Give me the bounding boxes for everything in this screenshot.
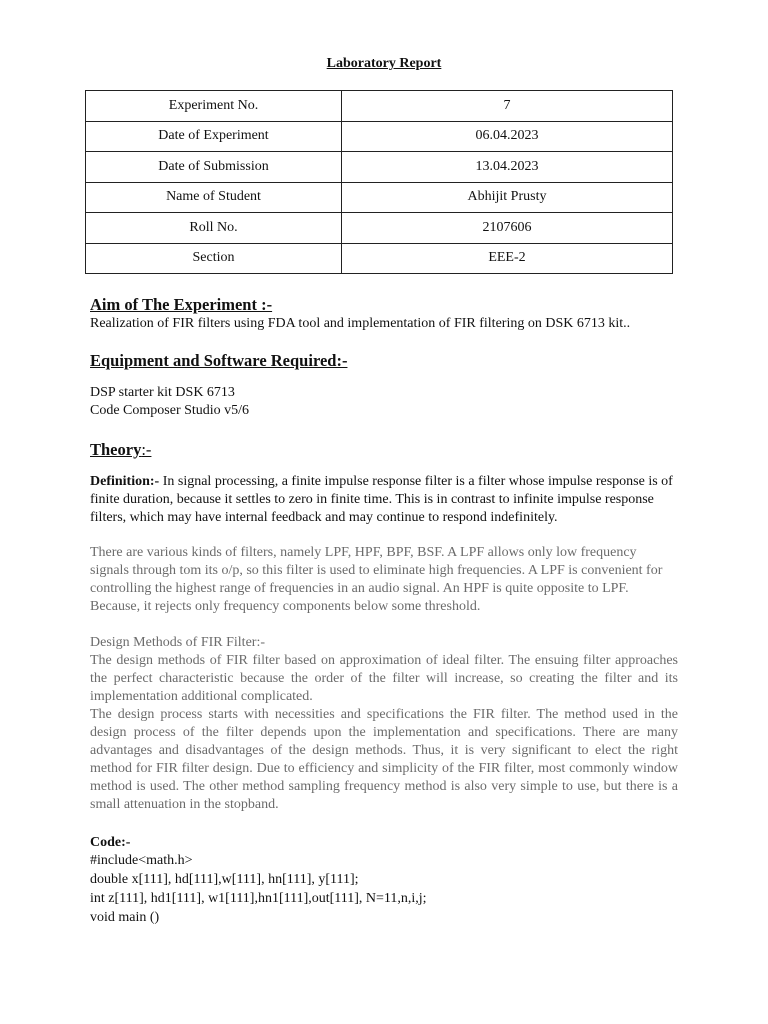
theory-heading-suffix: :-	[141, 440, 152, 459]
equipment-item: Code Composer Studio v5/6	[90, 403, 250, 418]
table-cell-label: Section	[86, 243, 342, 274]
code-heading: Code:-	[90, 835, 131, 850]
code-line: int z[111], hd1[111], w1[111],hn1[111],out[111], N=11,n,i,j;	[90, 891, 427, 906]
definition-paragraph	[90, 473, 678, 527]
design-paragraph-1: The design methods of FIR filter based on approximation of ideal filter. The ensuing filter approaches the perfect characteristic because the order of the filter will increase, so creating the filter and its implementation additional complicated.	[90, 653, 678, 704]
code-line: #include<math.h>	[90, 853, 193, 868]
table-cell-label: Roll No.	[86, 213, 342, 244]
table-cell-value: 06.04.2023	[342, 121, 673, 152]
code-line: double x[111], hd[111],w[111], hn[111], y[111];	[90, 872, 359, 887]
theory-heading	[90, 440, 151, 460]
filters-paragraph: There are various kinds of filters, namely LPF, HPF, BPF, BSF. A LPF allows only low frequency signals through tom its o/p, so this filter is used to eliminate high frequencies. A LPF is convenient for controlling the highest range of frequencies in an audio signal. An HPF is quite opposite to LPF. Because, it rejects only frequency components below some threshold.	[90, 545, 663, 614]
table-cell-value: EEE-2	[342, 243, 673, 274]
table-row	[86, 152, 673, 183]
table-cell-value: 2107606	[342, 213, 673, 244]
table-cell-label: Name of Student	[86, 182, 342, 213]
table-row	[86, 182, 673, 213]
table-row	[86, 243, 673, 274]
definition-label: Definition:-	[90, 474, 160, 489]
design-methods-heading: Design Methods of FIR Filter:-	[90, 635, 265, 650]
theory-heading-text: Theory	[90, 440, 142, 459]
report-title: Laboratory Report	[326, 56, 442, 71]
table-cell-value: 13.04.2023	[342, 152, 673, 183]
table-cell-label: Date of Submission	[86, 152, 342, 183]
code-line: void main ()	[90, 910, 160, 925]
table-row	[86, 91, 673, 122]
aim-heading: Aim of The Experiment :-	[90, 295, 273, 314]
table-cell-label: Date of Experiment	[86, 121, 342, 152]
table-cell-value: 7	[342, 91, 673, 122]
design-paragraph-2: The design process starts with necessities and specifications the FIR filter. The method used in the design process of the filter depends upon the implementation and specifications. There are many advantages and disadvantages of the design methods. Thus, it is very significant to elect the right method for FIR filter design. Due to efficiency and simplicity of the FIR filter, most commonly window method is used. The other method sampling frequency method is also very simple to use, but there is a small attenuation in the stopband.	[90, 707, 678, 812]
aim-text: Realization of FIR filters using FDA tool and implementation of FIR filtering on DSK 6713 kit..	[90, 316, 631, 331]
table-row	[86, 121, 673, 152]
table-cell-label: Experiment No.	[86, 91, 342, 122]
equipment-item: DSP starter kit DSK 6713	[90, 385, 235, 400]
equipment-heading: Equipment and Software Required:-	[90, 351, 348, 370]
table-row	[86, 213, 673, 244]
definition-text: In signal processing, a finite impulse response filter is a filter whose impulse response is of finite duration, because it settles to zero in finite time. This is in contrast to infinite impulse response filters, which may have internal feedback and may continue to respond indefinitely.	[90, 474, 673, 525]
table-cell-value: Abhijit Prusty	[342, 182, 673, 213]
experiment-info-table	[85, 90, 673, 274]
